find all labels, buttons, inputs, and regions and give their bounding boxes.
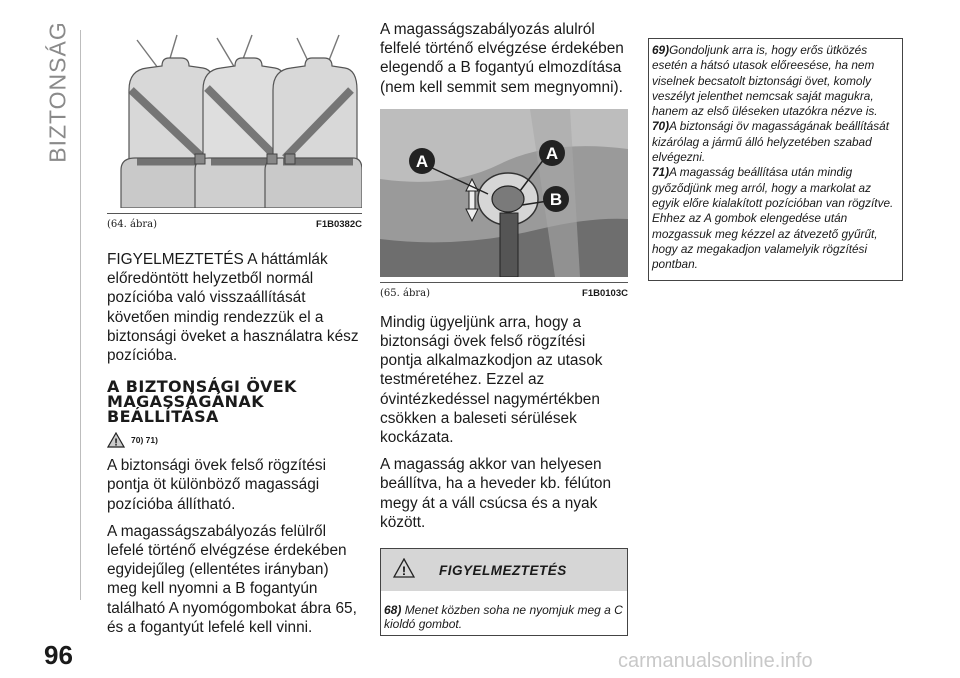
warning-box	[380, 548, 628, 636]
warning-number: 68)	[384, 603, 402, 618]
column-right	[648, 38, 903, 281]
note-item	[652, 43, 899, 119]
note-number: 71)	[652, 165, 670, 180]
warning-reference-numbers: 70) 71)	[131, 435, 158, 446]
figure-65-label: (65. ábra)	[380, 287, 430, 299]
paragraph-anchor-fit: Mindig ügyeljünk arra, hogy a biztonsági övek felső rögzítési pontja alkalmazkodjon az utasok testméretéhez. Ezzel az óvintézkedéssel nagymértékben csökken a baleseti sérülések kockázata.	[380, 313, 603, 447]
paragraph-seatback-warning: FIGYELMEZTETÉS A háttámlák előredöntött helyzetből normál pozícióba való visszaállítását követően mindig rendezzük el a biztonsági öveket a használatra kész pozícióba.	[107, 251, 359, 365]
warning-triangle-icon	[393, 558, 415, 578]
warning-box-header	[381, 549, 627, 591]
figure-64-code: F1B0382C	[316, 219, 362, 230]
warning-reference	[107, 432, 362, 448]
callout-b-label: B	[549, 189, 563, 209]
callout-a-left-label: A	[415, 151, 429, 171]
callout-a-left	[409, 148, 435, 174]
note-text: A magasság beállítása után mindig győződjünk meg arról, hogy a markolat az egyik előre kialakított pozícióban van rögzítve. Ehhez az A gombok elengedése után mozgassuk meg kézzel az átvezető gyűrűt, hogy az megakadjon valamelyik rögzítési pontban.	[652, 165, 894, 272]
paragraph-adjust-up: A magasságszabályozás alulról felfelé történő elvégzése érdekében elegendő a B fogantyú elmozdítása (nem kell semmit sem megnyomni).	[380, 21, 624, 96]
note-text: A biztonsági öv magasságának beállítását kizárólag a jármű álló helyzetében szabad elvégezni.	[652, 119, 889, 165]
warning-text: Menet közben soha ne nyomjuk meg a C kioldó gombot.	[384, 603, 623, 632]
figure-64	[107, 30, 362, 214]
section-side-tab	[44, 21, 71, 163]
figure-65-caption	[380, 288, 628, 299]
svg-text:!: !	[114, 437, 118, 449]
seatbelt-seats-illustration	[107, 30, 362, 208]
column-left	[107, 30, 362, 645]
figure-65-code: F1B0103C	[582, 287, 628, 299]
side-divider	[80, 30, 81, 600]
column-middle	[380, 20, 628, 636]
figure-65	[380, 109, 628, 283]
paragraph-adjust-down: A magasságszabályozás felülről lefelé történő elvégzése érdekében egyidejűleg (ellentétes irányban) meg kell nyomni a B fogantyún található A nyomógombokat ábra 65, és a fogantyút lefelé kell vinni.	[107, 522, 357, 636]
warning-box-title: FIGYELMEZTETÉS	[439, 563, 567, 579]
note-item	[652, 119, 899, 165]
belt-anchor-illustration	[380, 109, 628, 277]
page-number: 96	[44, 640, 73, 670]
paragraph-anchor-positions: A biztonsági övek felső rögzítési pontja öt különböző magassági pozícióba állítható.	[107, 457, 327, 513]
note-number: 69)	[652, 43, 670, 57]
note-text: Gondoljunk arra is, hogy erős ütközés esetén a hátsó utasok előreesése, ha nem viselnek becsatolt biztonsági övet, komoly veszélyt jelenthet nemcsak saját magukra, hanem az első üléseken utazókra nézve is.	[652, 43, 878, 119]
watermark: carmanualsonline.info	[618, 650, 813, 672]
note-item	[652, 165, 899, 272]
callout-b	[543, 186, 569, 212]
callout-a-right-label: A	[545, 143, 559, 163]
section-side-tab-label: BIZTONSÁG	[44, 21, 71, 163]
notes-box	[648, 38, 903, 281]
paragraph-correct-height: A magasság akkor van helyesen beállítva, ha a heveder kb. félúton megy át a váll csúcsa és a nyak között.	[380, 456, 612, 531]
warning-box-body	[381, 591, 627, 635]
figure-64-label: (64. ábra)	[107, 219, 157, 230]
callout-a-right	[539, 140, 565, 166]
svg-text:!: !	[402, 564, 406, 579]
section-heading: A BIZTONSÁGI ÖVEK MAGASSÁGÁNAK BEÁLLÍTÁSA	[107, 377, 297, 427]
note-number: 70)	[652, 119, 670, 134]
figure-64-caption	[107, 219, 362, 230]
warning-triangle-icon	[107, 432, 125, 448]
